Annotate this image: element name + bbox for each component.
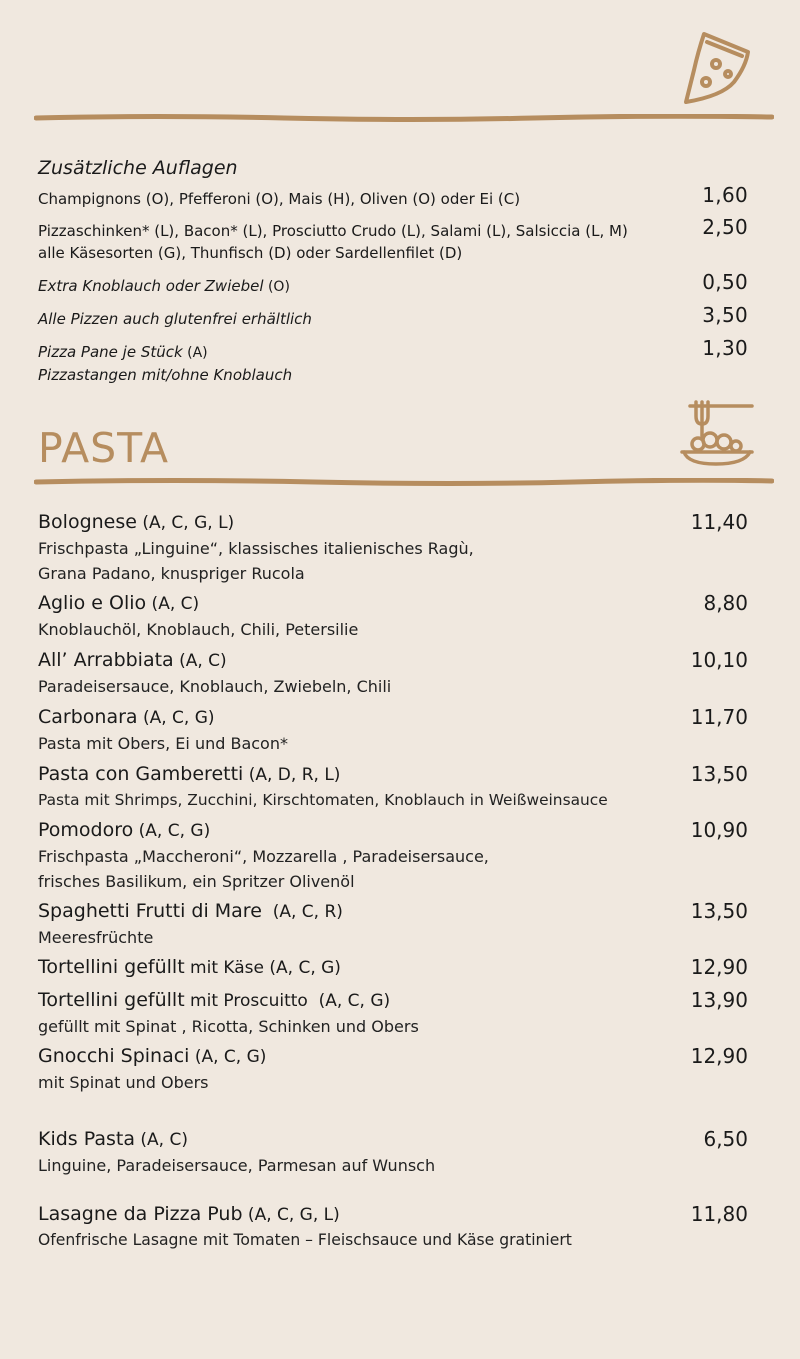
extra-italic: Pizza Pane je Stück — [38, 343, 183, 361]
extra-price: 2,50 — [702, 215, 748, 239]
dish-item — [38, 1043, 748, 1095]
dish-item — [38, 954, 748, 981]
dish-price: 10,90 — [690, 818, 748, 842]
extra-row — [38, 215, 748, 264]
dish-item — [38, 987, 748, 1039]
dish-description: Meeresfrüchte — [38, 928, 154, 947]
dish-description: frisches Basilikum, ein Spritzer Olivenöl — [38, 872, 355, 891]
dish-description: mit Spinat und Obers — [38, 1073, 209, 1092]
dish-item — [38, 817, 748, 894]
dish-price: 11,40 — [690, 510, 748, 534]
extra-italic: Pizzastangen mit/ohne Knoblauch — [38, 366, 293, 384]
dish-price: 11,80 — [690, 1202, 748, 1226]
dish-name: Bolognese — [38, 511, 137, 533]
extra-allergen: (A) — [182, 345, 208, 361]
extra-allergen: (O) — [263, 279, 290, 295]
extra-row — [38, 270, 748, 298]
pasta-divider — [34, 478, 774, 486]
dish-allergens: (A, C, G, L) — [242, 1205, 340, 1225]
dish-description: Frischpasta „Linguine“, klassisches italienisches Ragù, — [38, 539, 474, 558]
dish-item — [38, 761, 748, 813]
extra-italic: Extra Knoblauch oder Zwiebel — [38, 277, 264, 295]
dish-allergens: (A, C) — [134, 1130, 188, 1150]
dish-price: 12,90 — [690, 1044, 748, 1068]
dish-price: 13,90 — [690, 988, 748, 1012]
extra-italic: Alle Pizzen auch glutenfrei erhältlich — [38, 310, 312, 328]
dish-description: Linguine, Paradeisersauce, Parmesan auf Wunsch — [38, 1156, 436, 1175]
dish-allergens: (A, C, G) — [133, 821, 211, 841]
dish-description: Grana Padano, knuspriger Rucola — [38, 564, 305, 583]
dish-name: Pomodoro — [38, 819, 134, 841]
dish-description: Knoblauchöl, Knoblauch, Chili, Petersilie — [38, 620, 359, 639]
dish-price: 10,10 — [690, 648, 748, 672]
dish-name: Tortellini gefüllt — [38, 956, 185, 978]
extra-line: alle Käsesorten (G), Thunfisch (D) oder Sardellenfilet (D) — [38, 244, 463, 262]
extra-price: 3,50 — [702, 303, 748, 327]
extra-line: Champignons (O), Pfefferoni (O), Mais (H), Oliven (O) oder Ei (C) — [38, 190, 521, 208]
extra-price: 1,30 — [702, 336, 748, 360]
dish-item — [38, 1126, 748, 1178]
dish-description: Pasta mit Shrimps, Zucchini, Kirschtomaten, Knoblauch in Weißweinsauce — [38, 791, 608, 809]
dish-name: Tortellini gefüllt — [38, 989, 185, 1011]
dish-price: 6,50 — [703, 1127, 748, 1151]
dish-name: Kids Pasta — [38, 1128, 135, 1150]
dish-name: Aglio e Olio — [38, 592, 147, 614]
dish-allergens: (A, C) — [146, 594, 200, 614]
dish-description: Paradeisersauce, Knoblauch, Zwiebeln, Chili — [38, 677, 392, 696]
dish-price: 12,90 — [690, 955, 748, 979]
extra-price: 0,50 — [702, 270, 748, 294]
section-title: PASTA — [38, 424, 170, 472]
extras-heading: Zusätzliche Auflagen — [38, 157, 238, 179]
dish-allergens: (A, C, G) — [137, 708, 215, 728]
dish-description: Pasta mit Obers, Ei und Bacon* — [38, 734, 288, 753]
dish-item — [38, 704, 748, 756]
dish-name: Gnocchi Spinaci — [38, 1045, 190, 1067]
dish-allergens: (A, C) — [173, 651, 227, 671]
dish-name: Lasagne da Pizza Pub — [38, 1203, 243, 1225]
extra-price: 1,60 — [702, 183, 748, 207]
dish-price: 13,50 — [690, 899, 748, 923]
extra-row — [38, 303, 748, 330]
dish-price: 13,50 — [690, 762, 748, 786]
pasta-bowl-icon — [676, 394, 758, 470]
dish-item — [38, 590, 748, 642]
dish-item — [38, 509, 748, 586]
dish-name: All’ Arrabbiata — [38, 649, 174, 671]
dish-allergens: (A, D, R, L) — [243, 765, 341, 785]
dish-item — [38, 898, 748, 950]
dish-description: Ofenfrische Lasagne mit Tomaten – Fleischsauce und Käse gratiniert — [38, 1231, 572, 1249]
dish-allergens: mit Käse (A, C, G) — [184, 958, 341, 978]
dish-name: Carbonara — [38, 706, 138, 728]
dish-allergens: (A, C, R) — [261, 902, 343, 922]
dish-description: Frischpasta „Maccheroni“, Mozzarella , Paradeisersauce, — [38, 847, 489, 866]
dish-name: Pasta con Gamberetti — [38, 763, 244, 785]
dish-description: gefüllt mit Spinat , Ricotta, Schinken und Obers — [38, 1017, 419, 1036]
dish-allergens: mit Proscuitto (A, C, G) — [184, 991, 391, 1011]
extra-row — [38, 336, 748, 386]
pizza-slice-icon — [676, 26, 756, 106]
extra-line: Pizzaschinken* (L), Bacon* (L), Prosciutto Crudo (L), Salami (L), Salsiccia (L, M) — [38, 222, 628, 240]
dish-price: 11,70 — [690, 705, 748, 729]
dish-price: 8,80 — [703, 591, 748, 615]
dish-allergens: (A, C, G, L) — [136, 513, 235, 533]
dish-item — [38, 1201, 748, 1253]
dish-allergens: (A, C, G) — [189, 1047, 267, 1067]
top-divider — [34, 114, 774, 122]
dish-name: Spaghetti Frutti di Mare — [38, 900, 262, 922]
dish-item — [38, 647, 748, 699]
extra-row — [38, 183, 748, 210]
